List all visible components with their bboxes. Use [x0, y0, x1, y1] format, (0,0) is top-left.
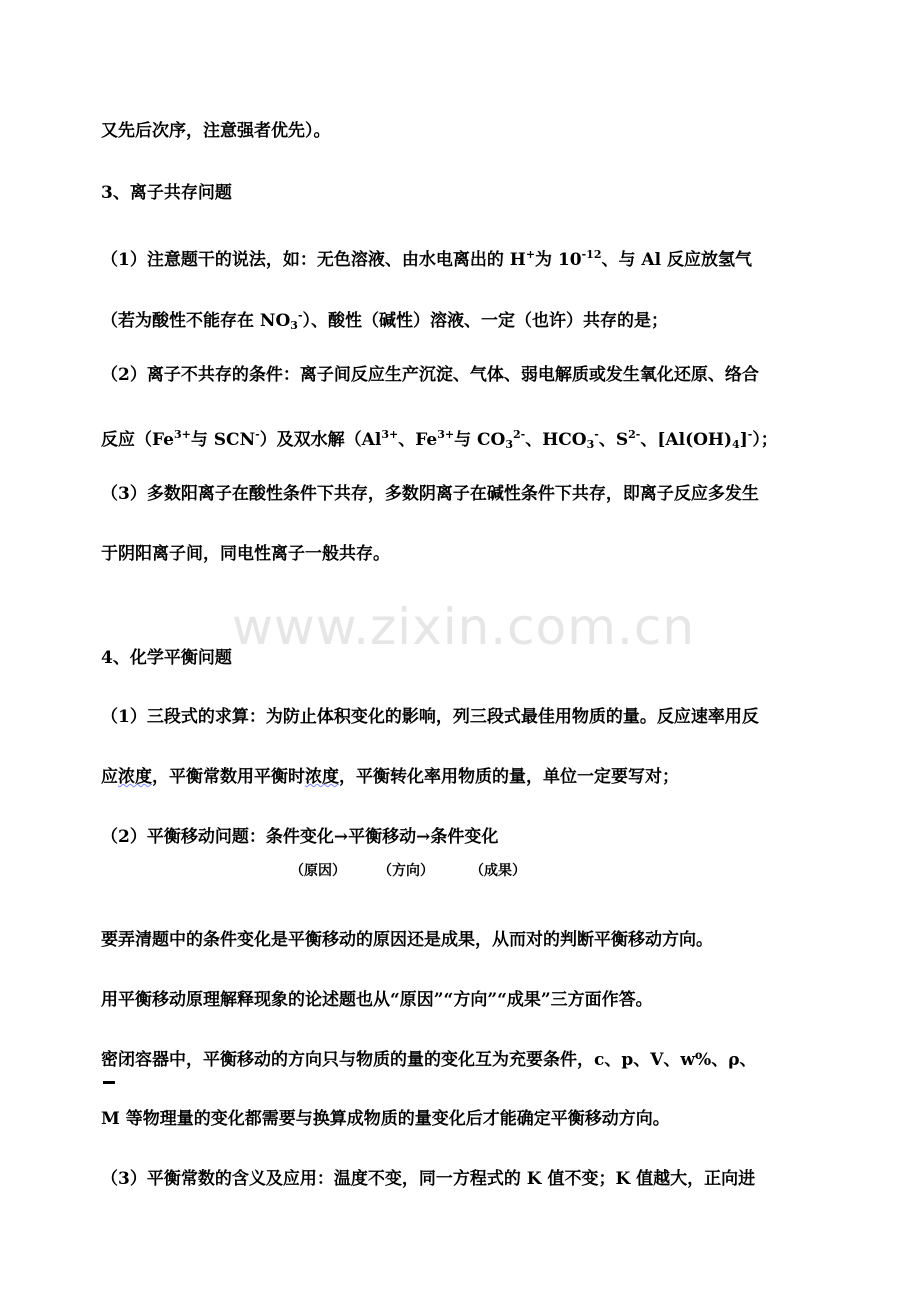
label-direction: （方向） — [378, 863, 434, 879]
label-result: （成果） — [470, 863, 526, 879]
text-line-6: 反应（$Fe^{3+}$与 SCN-）及双水解（$Al^{3+}$、$Fe^{3+}$与 $CO_3^{2-}$、$HCO_3^-$、$S^{2-}$、$[Al(OH)_4]^-$）； — [101, 428, 778, 451]
watermark-text: www.zixin.com.cn — [232, 598, 696, 656]
overbar-mark — [103, 1081, 115, 1084]
text-line-17: M 等物理量的变化都需要与换算成物质的量变化后才能确定平衡移动方向。 — [101, 1109, 670, 1129]
text-line-4: （若为酸性不能存在 $NO_3^-$）、酸性（碱性）溶液、一定（也许）共存的是； — [101, 309, 669, 332]
section-heading-3: 3、离子共存问题 — [101, 183, 232, 203]
text-line-10: （1）三段式的求算：为防止体积变化的影响，列三段式最佳用物质的量。反应速率用反 — [101, 707, 759, 727]
arrow-labels — [290, 860, 526, 880]
arrow-icon: → — [416, 827, 431, 847]
text-line-11: 应浓度，平衡常数用平衡时浓度，平衡转化率用物质的量，单位一定要写对； — [101, 767, 679, 787]
text-line-3: （1）注意题干的说法，如：无色溶液、由水电离出的 H+为 $10^{-12}$、与 Al 反应放氢气 — [101, 248, 752, 270]
text-line-8: 于阴阳离子间，同电性离子一般共存。 — [101, 544, 390, 564]
text-line-15: 用平衡移动原理解释现象的论述题也从“原因”“方向”“成果”三方面作答。 — [101, 990, 653, 1010]
text-line-16: 密闭容器中，平衡移动的方向只与物质的量的变化互为充要条件，c、p、V、w%、ρ、 — [101, 1050, 757, 1070]
text-line-18: （3）平衡常数的含义及应用：温度不变，同一方程式的 K 值不变；K 值越大，正向进 — [101, 1169, 756, 1189]
text-line-1: 又先后次序，注意强者优先）。 — [101, 121, 331, 141]
text-line-12: （2）平衡移动问题：条件变化→平衡移动→条件变化 — [101, 827, 499, 847]
text-line-14: 要弄清题中的条件变化是平衡移动的原因还是成果，从而对的判断平衡移动方向。 — [101, 930, 713, 950]
arrow-icon: → — [333, 827, 349, 847]
label-cause: （原因） — [290, 863, 346, 879]
text-line-5: （2）离子不共存的条件：离子间反应生产沉淀、气体、弱电解质或发生氧化还原、络合 — [101, 365, 759, 385]
text-line-7: （3）多数阳离子在酸性条件下共存，多数阴离子在碱性条件下共存，即离子反应多发生 — [101, 484, 759, 504]
section-heading-4: 4、化学平衡问题 — [101, 648, 232, 668]
